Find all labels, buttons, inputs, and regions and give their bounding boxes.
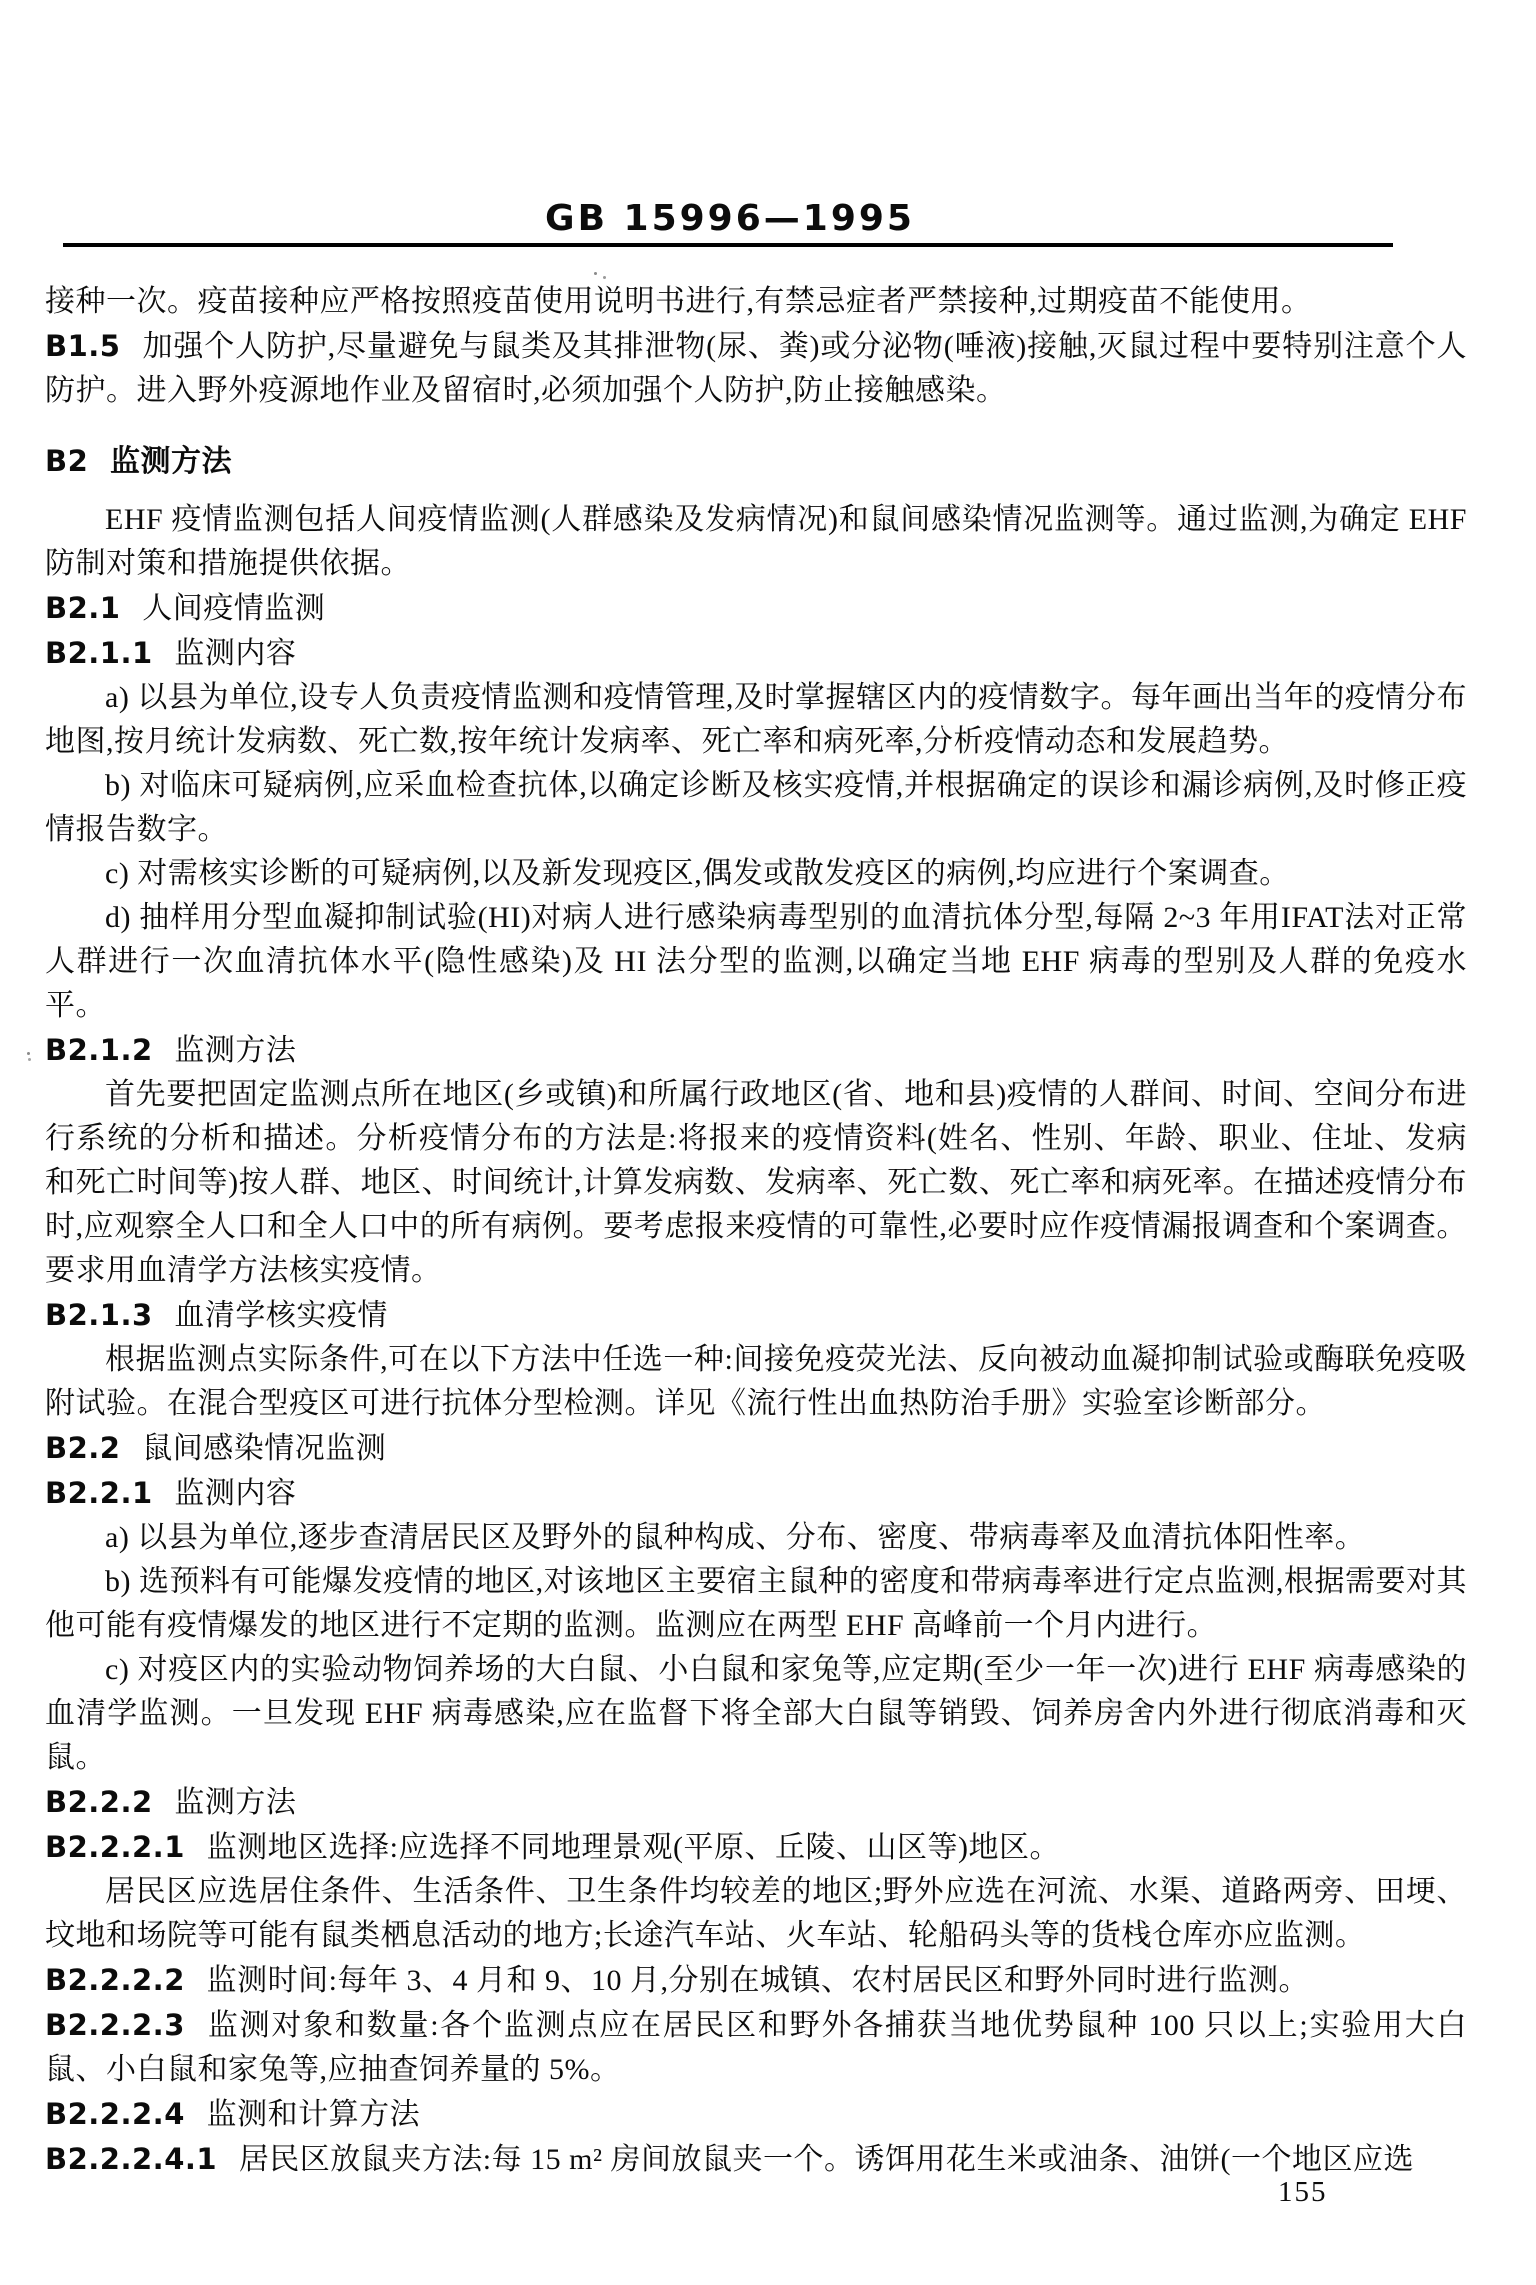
paragraph-text: b) 选预料有可能爆发疫情的地区,对该地区主要宿主鼠种的密度和带病毒率进行定点监测,根据需要对其他可能有疫情爆发的地区进行不定期的监测。监测应在两型 EHF 高峰前一个月内进行。	[45, 1565, 1467, 1642]
clause-number: B2.2.2	[45, 1785, 153, 1819]
clause-heading	[45, 586, 1467, 631]
paragraph-text: c) 对疫区内的实验动物饲养场的大白鼠、小白鼠和家兔等,应定期(至少一年一次)进行 EHF 病毒感染的血清学监测。一旦发现 EHF 病毒感染,应在监督下将全部大白鼠等销毁、饲养房舍内外进行彻底消毒和灭鼠。	[45, 1653, 1467, 1774]
clause-number: B2.2.2.1	[45, 1830, 185, 1864]
clause-number: B2.2.2.2	[45, 1963, 185, 1997]
clause-number: B2.1.1	[45, 636, 153, 670]
clause-number: B2.1	[45, 591, 121, 625]
clause-heading	[45, 1426, 1467, 1471]
paragraph-text: 首先要把固定监测点所在地区(乡或镇)和所属行政地区(省、地和县)疫情的人群间、时间、空间分布进行系统的分析和描述。分析疫情分布的方法是:将报来的疫情资料(姓名、性别、年龄、职业、住址、发病和死亡时间等)按人群、地区、时间统计,计算发病数、发病率、死亡数、死亡率和病死率。在描述疫情分布时,应观察全人口和全人口中的所有病例。要考虑报来疫情的可靠性,必要时应作疫情漏报调查和个案调查。要求用血清学方法核实疫情。	[45, 1078, 1467, 1287]
clause-number: B2.2.2.3	[45, 2008, 185, 2042]
paragraph-text: 监测对象和数量:各个监测点应在居民区和野外各捕获当地优势鼠种 100 只以上;实验用大白鼠、小白鼠和家兔等,应抽查饲养量的 5%。	[45, 2009, 1467, 2086]
paragraph-text: d) 抽样用分型血凝抑制试验(HI)对病人进行感染病毒型别的血清抗体分型,每隔 2~3 年用IFAT法对正常人群进行一次血清抗体水平(隐性感染)及 HI 法分型的监测,以确定当地 EHF 病毒的型别及人群的免疫水平。	[45, 901, 1467, 1022]
heading-text: 监测内容	[174, 1477, 297, 1510]
paragraph-text: b) 对临床可疑病例,应采血检查抗体,以确定诊断及核实疫情,并根据确定的误诊和漏诊病例,及时修正疫情报告数字。	[45, 769, 1467, 846]
paragraph-text: 监测地区选择:应选择不同地理景观(平原、丘陵、山区等)地区。	[206, 1831, 1060, 1864]
paragraph	[45, 1338, 1467, 1426]
paragraph	[45, 1870, 1467, 1958]
paragraph-text: 加强个人防护,尽量避免与鼠类及其排泄物(尿、粪)或分泌物(唾液)接触,灭鼠过程中要特别注意个人防护。进入野外疫源地作业及留宿时,必须加强个人防护,防止接触感染。	[45, 330, 1467, 407]
clause-number: B2.2.2.4	[45, 2097, 185, 2131]
paragraph	[45, 1560, 1467, 1648]
paragraph-text: 居民区放鼠夹方法:每 15 m² 房间放鼠夹一个。诱饵用花生米或油条、油饼(一个地区应选	[238, 2143, 1414, 2176]
paragraph	[45, 2003, 1467, 2092]
heading-text: 人间疫情监测	[142, 592, 326, 625]
clause-number: B2.1.2	[45, 1033, 153, 1067]
paragraph	[45, 2137, 1467, 2182]
heading-text: 监测方法	[174, 1786, 297, 1819]
paragraph	[45, 764, 1467, 852]
paragraph	[45, 896, 1467, 1028]
paragraph	[45, 852, 1467, 896]
paragraph-text: c) 对需核实诊断的可疑病例,以及新发现疫区,偶发或散发疫区的病例,均应进行个案调查。	[105, 857, 1290, 890]
paragraph	[45, 1648, 1467, 1780]
paragraph-text: 监测时间:每年 3、4 月和 9、10 月,分别在城镇、农村居民区和野外同时进行监测。	[206, 1964, 1309, 1997]
clause-heading	[45, 1028, 1467, 1073]
paragraph	[45, 1958, 1467, 2003]
clause-heading	[45, 631, 1467, 676]
paragraph-text: a) 以县为单位,逐步查清居民区及野外的鼠种构成、分布、密度、带病毒率及血清抗体阳性率。	[105, 1521, 1366, 1554]
scan-artifact	[27, 1052, 30, 1055]
clause-heading	[45, 1293, 1467, 1338]
paragraph	[45, 1073, 1467, 1293]
heading-text: 鼠间感染情况监测	[142, 1432, 387, 1465]
heading-text: 监测方法	[174, 1034, 297, 1067]
standard-code-header: GB 15996—1995	[545, 198, 915, 239]
heading-text: 监测方法	[110, 445, 233, 478]
paragraph-text: a) 以县为单位,设专人负责疫情监测和疫情管理,及时掌握辖区内的疫情数字。每年画出当年的疫情分布地图,按月统计发病数、死亡数,按年统计发病率、死亡率和病死率,分析疫情动态和发展趋势。	[45, 681, 1467, 758]
paragraph-text: 接种一次。疫苗接种应严格按照疫苗使用说明书进行,有禁忌症者严禁接种,过期疫苗不能使用。	[45, 285, 1312, 318]
clause-number: B2.2.1	[45, 1476, 153, 1510]
clause-heading	[45, 439, 1467, 484]
paragraph	[45, 676, 1467, 764]
heading-text: 血清学核实疫情	[174, 1299, 388, 1332]
heading-text: 监测内容	[174, 637, 297, 670]
clause-number: B1.5	[45, 329, 121, 363]
clause-heading	[45, 2092, 1467, 2137]
clause-number: B2.2.2.4.1	[45, 2142, 218, 2176]
clause-number: B2.2	[45, 1431, 121, 1465]
paragraph-text: 根据监测点实际条件,可在以下方法中任选一种:间接免疫荧光法、反向被动血凝抑制试验或酶联免疫吸附试验。在混合型疫区可进行抗体分型检测。详见《流行性出血热防治手册》实验室诊断部分。	[45, 1343, 1467, 1420]
paragraph-text: 居民区应选居住条件、生活条件、卫生条件均较差的地区;野外应选在河流、水渠、道路两旁、田埂、坟地和场院等可能有鼠类栖息活动的地方;长途汽车站、火车站、轮船码头等的货栈仓库亦应监测。	[45, 1875, 1467, 1952]
page-number: 155	[1278, 2176, 1328, 2208]
scan-artifact	[594, 272, 597, 275]
clause-number: B2.1.3	[45, 1298, 153, 1332]
paragraph	[45, 1516, 1467, 1560]
clause-number: B2	[45, 444, 89, 478]
heading-text: 监测和计算方法	[206, 2098, 421, 2131]
header-divider-rule	[63, 243, 1393, 247]
clause-heading	[45, 1471, 1467, 1516]
clause-heading	[45, 1780, 1467, 1825]
document-body	[45, 280, 1467, 2182]
paragraph	[45, 324, 1467, 413]
paragraph-text: EHF 疫情监测包括人间疫情监测(人群感染及发病情况)和鼠间感染情况监测等。通过监测,为确定 EHF 防制对策和措施提供依据。	[45, 503, 1467, 580]
paragraph	[45, 498, 1467, 586]
paragraph	[45, 280, 1467, 324]
paragraph	[45, 1825, 1467, 1870]
